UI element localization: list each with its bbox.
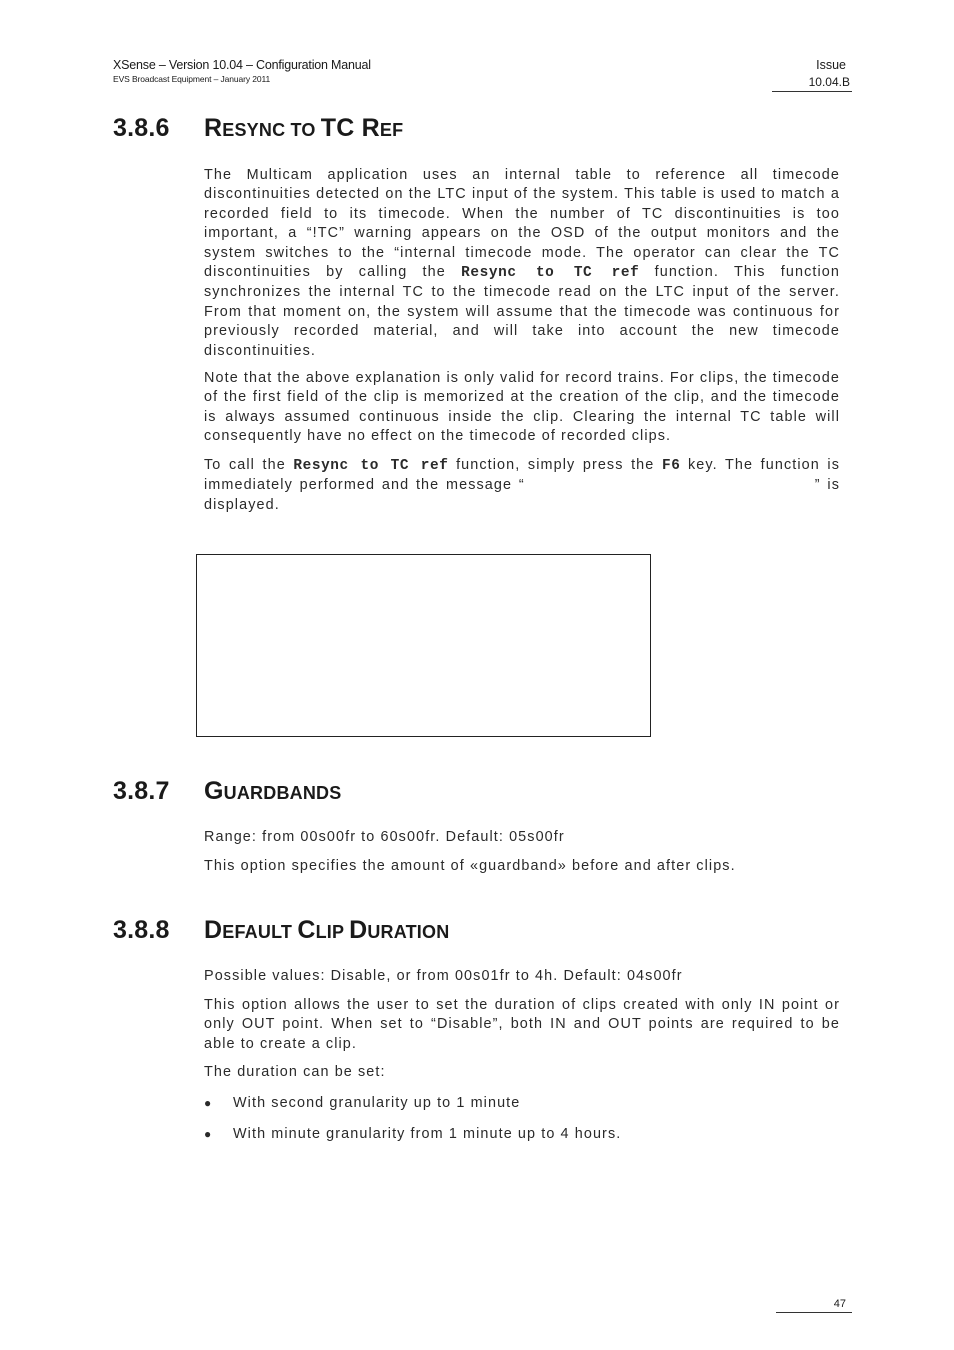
resync-paragraph-1: The Multicam application uses an internal table to reference all timecode discontinuities detected on the LTC input of the system. This table is used to match a recorded field to its timecode. When the number of TC discontinuities is too important, a “!TC” warning appears on the OSD of the output monitors and the system switches to the “internal timecode mode. The operator can clear the TC discontinuities by calling the Resync to TC ref function. This function synchronizes the internal TC to the timecode read on the LTC input of the server. From that moment on, the system will assume that the timecode was continuous for previously recorded material, and will take into account the new timecode discontinuities. bbox=[204, 167, 840, 359]
document-subtitle: EVS Broadcast Equipment – January 2011 bbox=[113, 74, 271, 84]
document-title: XSense – Version 10.04 – Configuration Manual bbox=[113, 58, 371, 72]
list-item: ● With second granularity up to 1 minute bbox=[204, 1095, 521, 1111]
resync-paragraph-2: Note that the above explanation is only valid for record trains. For clips, the timecode of the first field of the clip is memorized at the creation of the clip, and the timecode is always assumed continuous inside the clip. Clearing the internal TC table will consequently have no effect on the timecode of recorded clips. bbox=[204, 370, 840, 445]
footer-rule bbox=[776, 1312, 852, 1313]
resync-function-name: Resync to TC ref bbox=[461, 265, 640, 282]
clip-duration-description: This option allows the user to set the duration of clips created with only IN point or only OUT point. When set to “Disable”, both IN and OUT points are required to be able to create a clip. bbox=[204, 997, 840, 1052]
issue-number: 10.04.B bbox=[808, 75, 850, 89]
guardbands-description: This option specifies the amount of «guardband» before and after clips. bbox=[204, 858, 736, 874]
section-number: 3.8.7 bbox=[113, 777, 170, 805]
guardbands-range: Range: from 00s00fr to 60s00fr. Default: 05s00fr bbox=[204, 829, 565, 845]
list-item: ● With minute granularity from 1 minute up to 4 hours. bbox=[204, 1126, 622, 1142]
section-number: 3.8.6 bbox=[113, 114, 170, 142]
section-heading-resync: 3.8.6 RESYNC TO TC REF bbox=[113, 114, 404, 142]
page-number: 47 bbox=[833, 1298, 846, 1310]
header-rule bbox=[772, 91, 852, 92]
issue-label: Issue bbox=[816, 58, 846, 72]
section-number: 3.8.8 bbox=[113, 916, 170, 944]
bullet-icon: ● bbox=[204, 1096, 213, 1110]
clip-duration-intro: The duration can be set: bbox=[204, 1064, 386, 1080]
clip-duration-values: Possible values: Disable, or from 00s01fr to 4h. Default: 04s00fr bbox=[204, 968, 683, 984]
section-heading-default-clip-duration: 3.8.8 DEFAULT CLIP DURATION bbox=[113, 916, 450, 944]
section-heading-guardbands: 3.8.7 GUARDBANDS bbox=[113, 777, 342, 805]
f6-key: F6 bbox=[661, 458, 681, 474]
bullet-icon: ● bbox=[204, 1127, 213, 1141]
resync-paragraph-3: To call the Resync to TC ref function, simply press the F6 key. The function is immediately performed and the message “ ” is displayed. bbox=[204, 457, 841, 513]
screenshot-placeholder-box bbox=[196, 554, 651, 737]
